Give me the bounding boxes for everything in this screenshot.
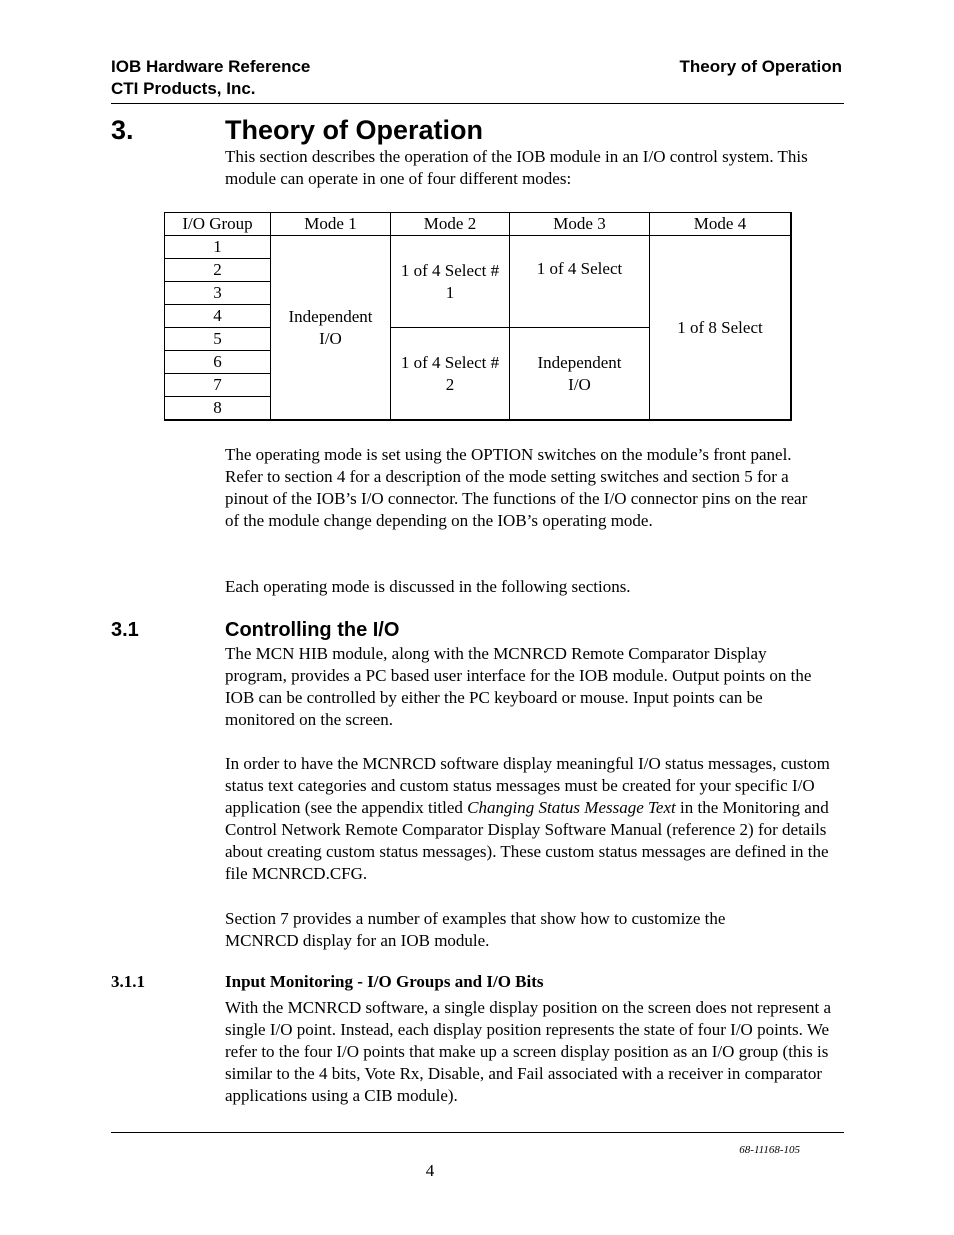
footer-rule: [111, 1132, 844, 1133]
appendix-title: Changing Status Message Text: [467, 798, 676, 817]
page-number: 4: [425, 1161, 435, 1180]
mode1-cell: Independent I/O: [271, 236, 391, 421]
subsection-number: 3.1: [111, 619, 139, 641]
table-header-cell: Mode 4: [650, 213, 792, 236]
document-number: 68-11168-105: [739, 1144, 800, 1156]
io-group-cell: 6: [165, 351, 271, 374]
status-messages-text: In order to have the MCNRCD software display meaningful I/O status messages, custom status text categories and custom status messages must be created for your specific I/O application (see the appendix titled: [225, 754, 830, 817]
io-group-cell: 8: [165, 397, 271, 421]
status-messages-paragraph: [225, 753, 843, 885]
subsection-number: 3.1.1: [111, 972, 145, 991]
io-group-cell: 5: [165, 328, 271, 351]
io-group-cell: 4: [165, 305, 271, 328]
mode4-cell: 1 of 8 Select: [650, 236, 792, 421]
header-chapter: Theory of Operation: [679, 57, 842, 76]
header-doc-title: IOB Hardware Reference: [111, 57, 311, 76]
mode2-group-a-cell: 1 of 4 Select # 1: [391, 236, 510, 328]
header-rule: [111, 103, 844, 104]
subsection-title: Input Monitoring - I/O Groups and I/O Bits: [225, 972, 544, 991]
subsection-title: Controlling the I/O: [225, 619, 400, 641]
section-title: Theory of Operation: [225, 115, 484, 145]
table-header-cell: Mode 1: [271, 213, 391, 236]
table-header-cell: Mode 3: [510, 213, 650, 236]
examples-paragraph: Section 7 provides a number of examples that show how to customize the MCNRCD display for an IOB module.: [225, 909, 726, 950]
discussion-paragraph: Each operating mode is discussed in the following sections.: [225, 577, 631, 596]
mode2-group-b-cell: 1 of 4 Select # 2: [391, 328, 510, 421]
io-group-cell: 3: [165, 282, 271, 305]
modes-table: [164, 212, 792, 421]
io-group-cell: 7: [165, 374, 271, 397]
mode3-group-b-cell: Independent I/O: [510, 328, 650, 421]
table-header-cell: Mode 2: [391, 213, 510, 236]
controlling-io-paragraph: The MCN HIB module, along with the MCNRCD Remote Comparator Display program, provides a PC based user interface for the IOB module. Output points on the IOB can be controlled by either the PC keyboard or mouse. Input points can be monitored on the screen.: [225, 644, 812, 729]
table-header-cell: I/O Group: [165, 213, 271, 236]
mode-setting-paragraph: The operating mode is set using the OPTION switches on the module’s front panel. Refer to section 4 for a description of the mode setting switches and section 5 for a pinout of the IOB’s I/O connector. The functions of the I/O connector pins on the rear of the module change depending on the IOB’s operating mode.: [225, 445, 808, 530]
io-group-cell: 1: [165, 236, 271, 259]
status-messages-text-cont: in the Monitoring and Control Network Remote Comparator Display Software Manual (reference 2) for details about creating custom status messages). These custom status messages are defined in the file MCNRCD.CFG.: [225, 798, 829, 883]
mode3-group-a-cell: 1 of 4 Select: [510, 236, 650, 328]
page-header: [111, 56, 844, 100]
input-monitoring-paragraph: With the MCNRCD software, a single display position on the screen does not represent a single I/O point. Instead, each display position represents the state of four I/O points. We refer to the four I/O points that make up a screen display position as an I/O group (this is similar to the 4 bits, Vote Rx, Disable, and Fail associated with a receiver in comparator applications using a CIB module).: [225, 998, 831, 1105]
header-company: CTI Products, Inc.: [111, 79, 256, 98]
section-intro: This section describes the operation of the IOB module in an I/O control system. This module can operate in one of four different modes:: [225, 147, 808, 188]
section-number: 3.: [111, 115, 134, 145]
io-group-cell: 2: [165, 259, 271, 282]
